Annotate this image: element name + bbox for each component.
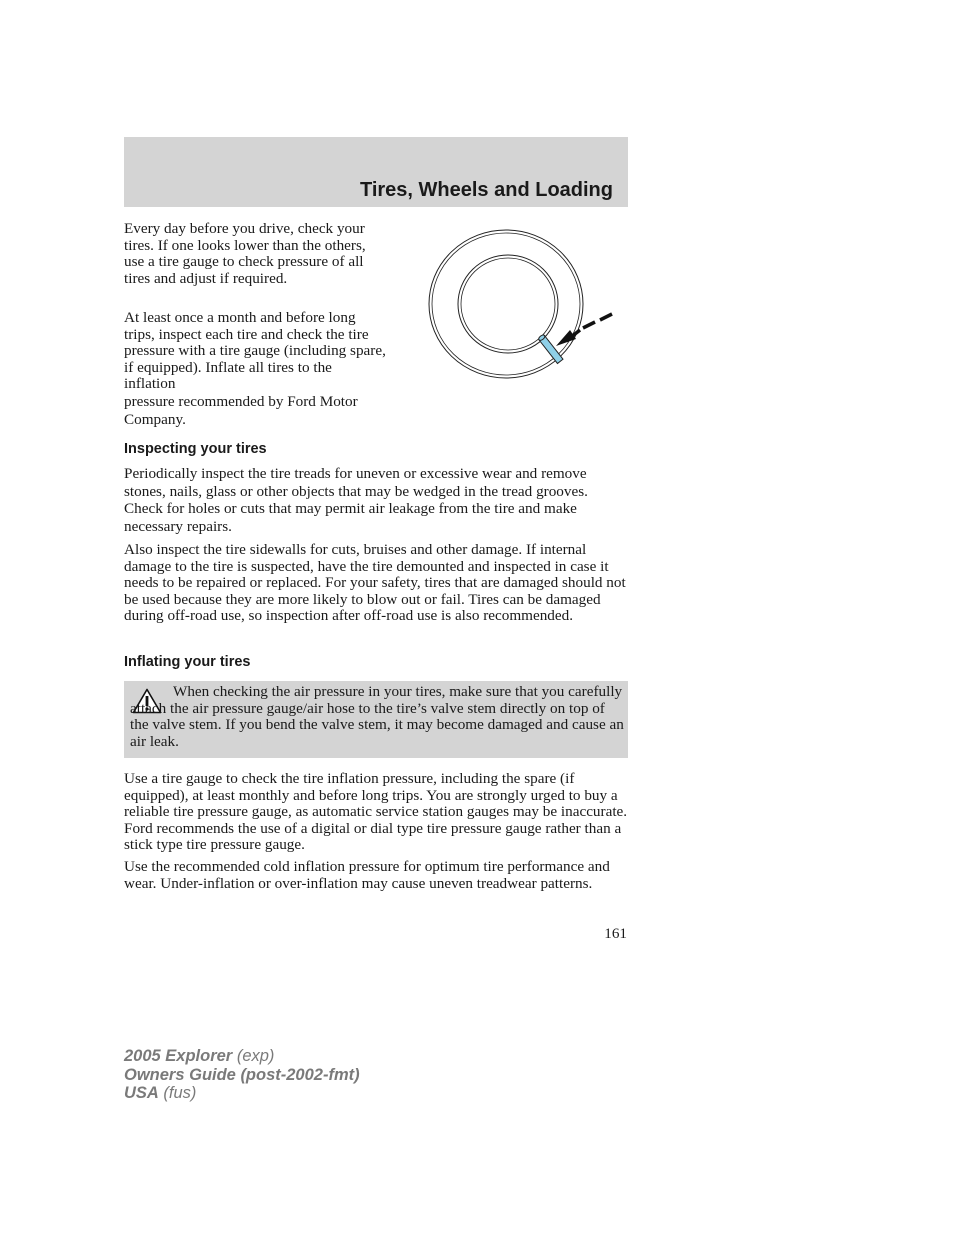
- chapter-header-band: [124, 137, 628, 207]
- intro-paragraph-2: [124, 310, 386, 429]
- valve-stem: [538, 334, 563, 364]
- section-heading-inspecting: Inspecting your tires: [124, 441, 267, 457]
- footer-line-1: 2005 Explorer (exp): [124, 1047, 275, 1065]
- footer-line-3: USA (fus): [124, 1084, 197, 1102]
- inspecting-paragraph-1: Periodically inspect the tire treads for uneven or excessive wear and remove stones, nails, glass or other objects that may be wedged in the tread grooves. Check for holes or cuts that may permit air leakage from the tire and make necessary repairs.: [124, 465, 588, 535]
- intro-paragraph-2-main: At least once a month and before long trips, inspect each tire and check the tire pressure with a tire gauge (including spare, if equipped). Inflate all tires to the inflation: [124, 309, 386, 393]
- warning-box: [124, 681, 628, 758]
- intro-paragraph-2-tail: pressure recommended by Ford Motor Company.: [124, 392, 358, 428]
- inflating-paragraph-2: Use the recommended cold inflation pressure for optimum tire performance and wear. Under-inflation or over-inflation may cause uneven treadwear patterns.: [124, 858, 610, 892]
- chapter-title: Tires, Wheels and Loading: [359, 179, 613, 201]
- inflating-paragraph-1: Use a tire gauge to check the tire inflation pressure, including the spare (if equipped), at least monthly and before long trips. You are strongly urged to buy a reliable tire pressure gauge, as automatic service station gauges may be inaccurate. Ford recommends the use of a digital or dial type tire pressure gauge rather than a stick type tire pressure gauge.: [124, 770, 628, 854]
- tire-valve-figure: [420, 222, 620, 387]
- inspecting-paragraph-2: Also inspect the tire sidewalls for cuts, bruises and other damage. If internal damage to the tire is suspected, have the tire demounted and inspected in case it needs to be repaired or replaced. For your safety, tires that are damaged should not be used because they are more likely to blow out or fail. Tires can be damaged during off-road use, so inspection after off-road use is also recommended.: [124, 541, 626, 625]
- intro-paragraph-1: Every day before you drive, check your tires. If one looks lower than the others, use a tire gauge to check pressure of all tires and adjust if required.: [124, 220, 366, 287]
- tire-valve-stem-icon: [420, 222, 620, 382]
- warning-text: When checking the air pressure in your tires, make sure that you carefully attach the air pressure gauge/air hose to the tire’s valve stem directly on top of the valve stem. If you bend the valve stem, it may become damaged and cause an air leak.: [130, 683, 624, 750]
- footer-line-2: Owners Guide (post-2002-fmt): [124, 1065, 360, 1084]
- section-heading-inflating: Inflating your tires: [124, 654, 251, 670]
- page-number: 161: [604, 925, 627, 942]
- document-footer: [124, 1047, 360, 1103]
